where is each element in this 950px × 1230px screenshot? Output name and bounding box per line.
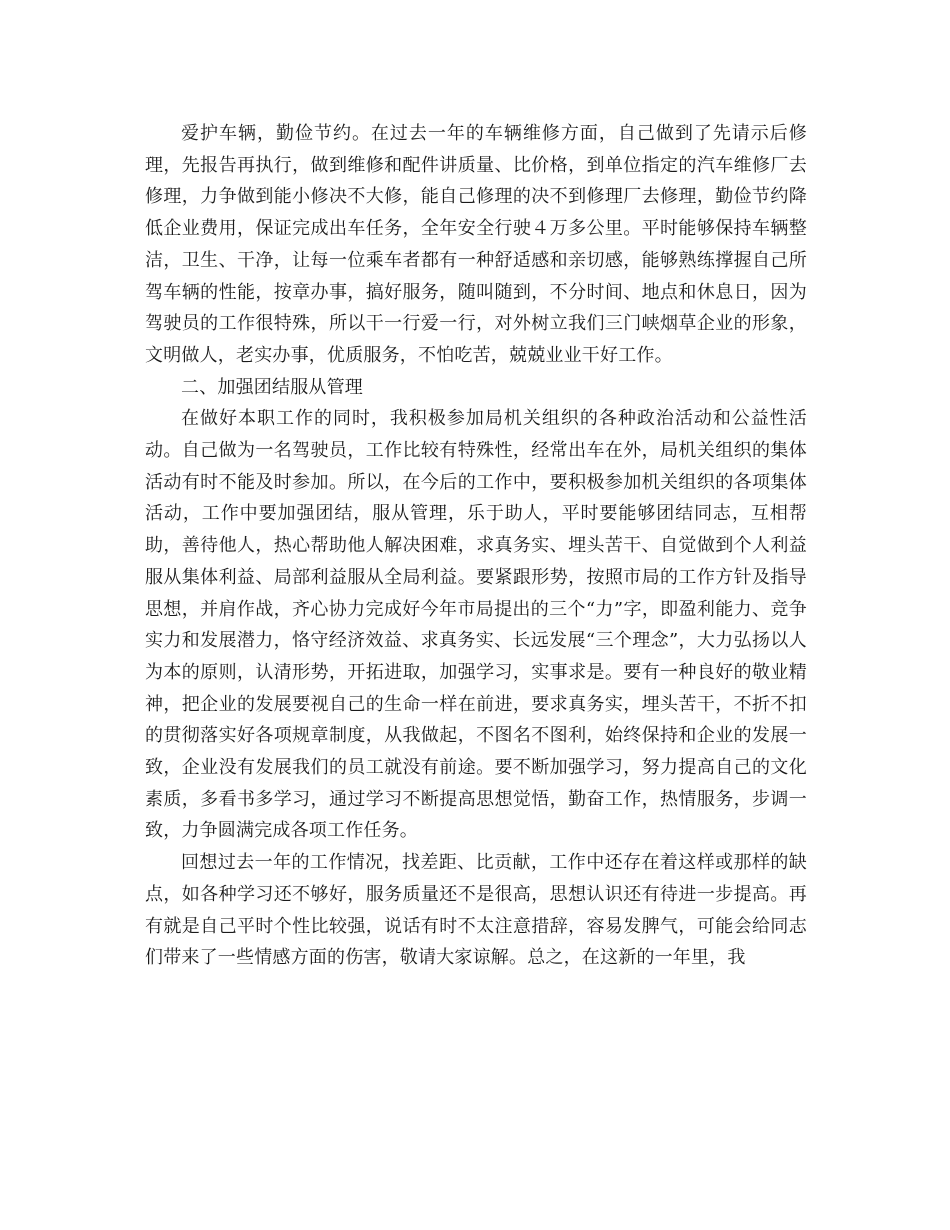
- document-body: [145, 118, 807, 974]
- section-heading-unity-management: 二、加强团结服从管理: [181, 376, 363, 398]
- paragraph-self-reflection: 回想过去一年的工作情况，找差距、比贡献，工作中还存在着这样或那样的缺点，如各种学习还不够好，服务质量还不是很高，思想认识还有待进一步提高。再有就是自己平时个性比较强，说话有时不太注意措辞，容易发脾气，可能会给同志们带来了一些情感方面的伤害，敬请大家谅解。总之，在这新的一年里，我: [145, 852, 807, 969]
- paragraph-vehicle-care: 爱护车辆，勤俭节约。在过去一年的车辆维修方面，自己做到了先请示后修理，先报告再执行，做到维修和配件讲质量、比价格，到单位指定的汽车维修厂去修理，力争做到能小修决不大修，能自己修理的决不到修理厂去修理，勤俭节约降低企业费用，保证完成出车任务，全年安全行驶４万多公里。平时能够保持车辆整洁，卫生、干净，让每一位乘车者都有一种舒适感和亲切感，能够熟练撑握自己所驾车辆的性能，按章办事，搞好服务，随叫随到，不分时间、地点和休息日，因为驾驶员的工作很特殊，所以干一行爱一行，对外树立我们三门峡烟草企业的形象，文明做人，老实办事，优质服务，不怕吃苦，兢兢业业干好工作。: [145, 123, 807, 366]
- paragraph-collective-activities: 在做好本职工作的同时，我积极参加局机关组织的各种政治活动和公益性活动。自己做为一名驾驶员，工作比较有特殊性，经常出车在外，局机关组织的集体活动有时不能及时参加。所以，在今后的工作中，要积极参加机关组织的各项集体活动，工作中要加强团结，服从管理，乐于助人，平时要能够团结同志，互相帮助，善待他人，热心帮助他人解决困难，求真务实、埋头苦干、自觉做到个人利益服从集体利益、局部利益服从全局利益。要紧跟形势，按照市局的工作方针及指导思想，并肩作战，齐心协力完成好今年市局提出的三个“力”字，即盈利能力、竞争实力和发展潜力，恪守经济效益、求真务实、长远发展“三个理念”，大力弘扬以人为本的原则，认清形势，开拓进取，加强学习，实事求是。要有一种良好的敬业精神，把企业的发展要视自己的生命一样在前进，要求真务实，埋头苦干，不折不扣的贯彻落实好各项规章制度，从我做起，不图名不图利，始终保持和企业的发展一致，企业没有发展我们的员工就没有前途。要不断加强学习，努力提高自己的文化素质，多看书多学习，通过学习不断提高思想觉悟，勤奋工作，热情服务，步调一致，力争圆满完成各项工作任务。: [145, 408, 807, 842]
